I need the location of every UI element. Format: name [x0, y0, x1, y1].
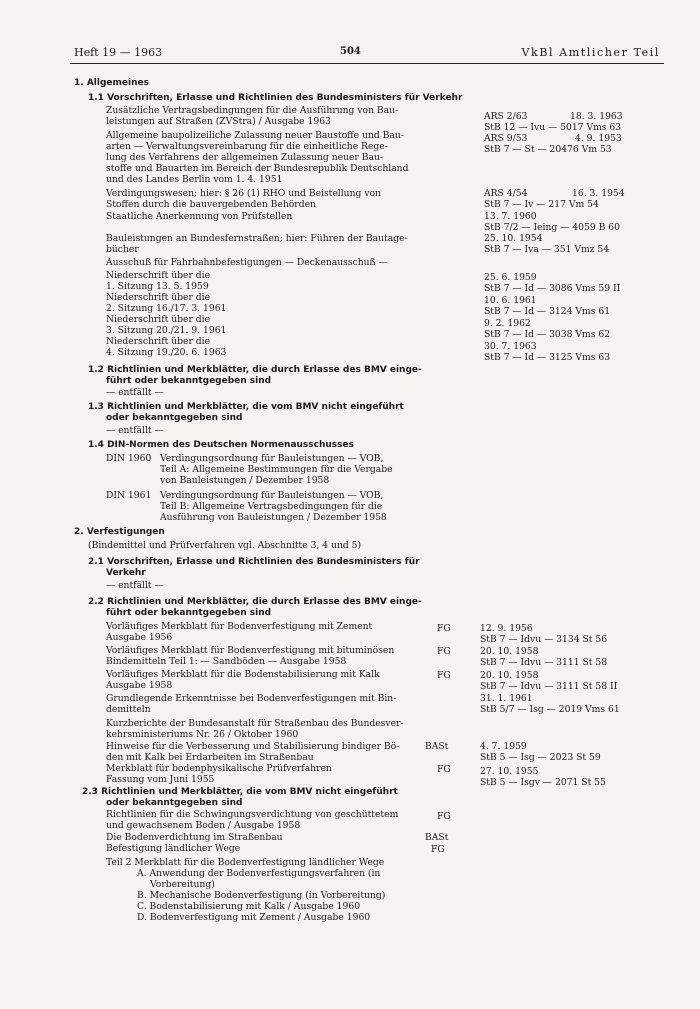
item-bituminoes-line: Bindemitteln Teil 1: — Sandböden — Ausgabe 1958 [106, 656, 347, 667]
din-text-line: Ausführung von Bauleistungen / Dezember 1958 [160, 512, 387, 523]
item-bautagebuch-line: bücher [106, 244, 139, 255]
item-bodenverdichtung: Die Bodenverdichtung im Straßenbau [106, 832, 283, 843]
ref-date: 10. 6. 1961 [484, 295, 537, 306]
section-1-3-title: oder bekanntgegeben sind [106, 413, 243, 423]
ref-number: StB 7 — Idvu — 3134 St 56 [480, 634, 608, 645]
item-zvstra-line: Zusätzliche Vertragsbedingungen für die Ausführung von Bau- [106, 105, 399, 116]
item-zulassung-line: arten — Verwaltungsvereinbarung für die einheitliche Rege- [106, 141, 388, 152]
item-pruefverfahren-line: Fassung vom Juni 1955 [106, 774, 215, 785]
subitem-line: Vorbereitung) [150, 879, 215, 890]
section-2-1-title: 2.1 Vorschriften, Erlasse und Richtlinien des Bundesministers für [88, 557, 420, 567]
item-laendliche-wege: Befestigung ländlicher Wege [106, 843, 241, 854]
section-1-title: 1. Allgemeines [74, 78, 149, 88]
journal-title: VkBl Amtlicher Teil [521, 46, 660, 59]
item-niederschrift-line: Niederschrift über die [106, 270, 211, 281]
din-text-line: von Bauleistungen / Dezember 1958 [160, 475, 330, 486]
item-niederschrift-line: 1. Sitzung 13. 5. 1959 [106, 281, 209, 292]
section-2-2-title: führt oder bekanntgegeben sind [106, 608, 272, 618]
item-niederschrift-line: 2. Sitzung 16./17. 3. 1961 [106, 303, 227, 314]
item-kalk-line: Ausgabe 1958 [106, 680, 173, 691]
section-1-2-title: führt oder bekanntgegeben sind [106, 376, 272, 386]
ref-date: 4. 7. 1959 [480, 741, 527, 752]
source-code: FG [437, 811, 451, 822]
issue-label: Heft 19 — 1963 [74, 46, 163, 59]
entfaellt-note: — entfällt — [106, 425, 164, 436]
ref-date: 9. 2. 1962 [484, 318, 531, 329]
ref-number: StB 7 — Iva — 351 Vmz 54 [484, 244, 610, 255]
ref-number: StB 7 — Idvu — 3111 St 58 [480, 657, 608, 668]
ref-date: 20. 10. 1958 [480, 670, 539, 681]
ref-number: StB 7 — Id — 3086 Vms 59 II [484, 283, 621, 294]
ref-date: 30. 7. 1963 [484, 341, 537, 352]
ref-date: 4. 9. 1953 [575, 133, 622, 144]
source-code: FG [431, 844, 445, 855]
ref-number: StB 7 — Id — 3125 Vms 63 [484, 352, 611, 363]
ref-number: StB 5 — Isg — 2023 St 59 [480, 752, 601, 763]
item-pruefstellen-line: Staatliche Anerkennung von Prüfstellen [106, 211, 293, 222]
item-pruefverfahren-line: Merkblatt für bodenphysikalische Prüfverfahren [106, 763, 332, 774]
din-text-line: Verdingungsordnung für Bauleistungen — VOB, [160, 453, 384, 464]
section-1-3-title: 1.3 Richtlinien und Merkblätter, die vom BMV nicht eingeführt [88, 402, 404, 412]
item-erkenntnisse-line: demitteln [106, 704, 151, 715]
item-zulassung-line: lung des Verfahrens der allgemeinen Zulassung neuer Bau- [106, 152, 383, 163]
item-zvstra-line: leistungen auf Straßen (ZVStra) / Ausgabe 1963 [106, 116, 331, 127]
section-2-1-title: Verkehr [106, 568, 146, 578]
item-verdingung-line: Verdingungswesen; hier: § 26 (1) RHO und Beistellung von [106, 188, 381, 199]
ref-number: StB 5/7 — Isg — 2019 Vms 61 [480, 704, 620, 715]
item-schwingung-line: und gewachsenem Boden / Ausgabe 1958 [106, 820, 301, 831]
ref-date: 25. 6. 1959 [484, 272, 537, 283]
ref-date: 18. 3. 1963 [570, 111, 623, 122]
din-text-line: Verdingungsordnung für Bauleistungen — VOB, [160, 490, 384, 501]
ref-number: ARS 4/54 [484, 188, 528, 199]
ref-number: StB 7 — Id — 3038 Vms 62 [484, 329, 611, 340]
ref-number: StB 7 — Iv — 217 Vm 54 [484, 199, 599, 210]
din-text-line: Teil A: Allgemeine Bestimmungen für die Vergabe [160, 464, 393, 475]
item-bautagebuch-line: Bauleistungen an Bundesfernstraßen; hier: Führen der Bautage- [106, 233, 408, 244]
ref-number: StB 12 — Ivu — 5017 Vms 63 [484, 122, 622, 133]
ref-date: 12. 9. 1956 [480, 623, 533, 634]
subitem-line: C. Bodenstabilisierung mit Kalk / Ausgabe 1960 [137, 901, 361, 912]
section-2-subtitle: (Bindemittel und Prüfverfahren vgl. Abschnitte 3, 4 und 5) [88, 540, 362, 551]
subitem-line: B. Mechanische Bodenverfestigung (in Vorbereitung) [137, 890, 386, 901]
ref-date: 13. 7. 1960 [484, 211, 537, 222]
section-1-2-title: 1.2 Richtlinien und Merkblätter, die durch Erlasse des BMV einge- [88, 365, 422, 375]
subitem-line: A. Anwendung der Bodenverfestigungsverfahren (in [137, 868, 381, 879]
source-code: BASt [425, 832, 449, 843]
ref-date: 31. 1. 1961 [480, 693, 533, 704]
header-rule [70, 63, 664, 64]
ref-date: 27. 10. 1955 [480, 766, 539, 777]
item-deckenausschuss: Ausschuß für Fahrbahnbefestigungen — Deckenausschuß — [106, 257, 388, 268]
item-erkenntnisse-line: Grundlegende Erkenntnisse bei Bodenverfestigungen mit Bin- [106, 693, 397, 704]
item-teil-2: Teil 2 Merkblatt für die Bodenverfestigung ländlicher Wege [106, 857, 385, 868]
din-code: DIN 1961 [106, 490, 152, 501]
item-zement-line: Vorläufiges Merkblatt für Bodenverfestigung mit Zement [106, 621, 373, 632]
entfaellt-note: — entfällt — [106, 580, 164, 591]
item-verdingung-line: Stoffen durch die bauvergebenden Behörden [106, 199, 316, 210]
ref-number: StB 7 — Idvu — 3111 St 58 II [480, 681, 618, 692]
item-kurzberichte-line: kehrsministeriums Nr. 26 / Oktober 1960 [106, 729, 299, 740]
ref-date: 16. 3. 1954 [572, 188, 625, 199]
item-zulassung-line: stoffe und Bauarten im Bereich der Bundesrepublik Deutschland [106, 163, 409, 174]
source-code: BASt [425, 741, 449, 752]
item-niederschrift-line: Niederschrift über die [106, 314, 211, 325]
section-1-4-title: 1.4 DIN-Normen des Deutschen Normenausschusses [88, 440, 354, 450]
item-bituminoes-line: Vorläufiges Merkblatt für Bodenverfestigung mit bituminösen [106, 645, 395, 656]
source-code: FG [437, 670, 451, 681]
section-2-3-title: oder bekanntgegeben sind [106, 798, 243, 808]
ref-number: ARS 2/63 [484, 111, 528, 122]
ref-number: StB 7 — St — 20476 Vm 53 [484, 144, 612, 155]
entfaellt-note: — entfällt — [106, 387, 164, 398]
page-number: 504 [340, 46, 361, 57]
section-2-3-title: 2.3 Richtlinien und Merkblätter, die vom BMV nicht eingeführt [82, 787, 398, 797]
subitem-line: D. Bodenverfestigung mit Zement / Ausgabe 1960 [137, 912, 371, 923]
item-niederschrift-line: 4. Sitzung 19./20. 6. 1963 [106, 347, 227, 358]
source-code: FG [437, 764, 451, 775]
item-hinweise-line: den mit Kalk bei Erdarbeiten im Straßenbau [106, 752, 314, 763]
item-schwingung-line: Richtlinien für die Schwingungsverdichtung von geschüttetem [106, 809, 399, 820]
ref-number: ARS 9/53 [484, 133, 528, 144]
ref-date: 20. 10. 1958 [480, 646, 539, 657]
item-zement-line: Ausgabe 1956 [106, 632, 173, 643]
item-kalk-line: Vorläufiges Merkblatt für die Bodenstabilisierung mit Kalk [106, 669, 380, 680]
section-2-title: 2. Verfestigungen [74, 527, 165, 537]
ref-date: 25. 10. 1954 [484, 233, 543, 244]
din-text-line: Teil B: Allgemeine Vertragsbedingungen für die [160, 501, 383, 512]
item-hinweise-line: Hinweise für die Verbesserung und Stabilisierung bindiger Bö- [106, 741, 400, 752]
item-niederschrift-line: Niederschrift über die [106, 336, 211, 347]
ref-number: StB 7/2 — Ieing — 4059 B 60 [484, 222, 620, 233]
ref-number: StB 7 — Id — 3124 Vms 61 [484, 306, 611, 317]
din-code: DIN 1960 [106, 453, 152, 464]
item-niederschrift-line: Niederschrift über die [106, 292, 211, 303]
section-1-1-title: 1.1 Vorschriften, Erlasse und Richtlinien des Bundesministers für Verkehr [88, 93, 463, 103]
item-zulassung-line: und des Landes Berlin vom 1. 4. 1951 [106, 174, 283, 185]
source-code: FG [437, 646, 451, 657]
item-zulassung-line: Allgemeine baupolizeiliche Zulassung neuer Baustoffe und Bau- [106, 130, 404, 141]
ref-number: StB 5 — Isgv — 2071 St 55 [480, 777, 606, 788]
item-kurzberichte-line: Kurzberichte der Bundesanstalt für Straßenbau des Bundesver- [106, 718, 404, 729]
item-niederschrift-line: 3. Sitzung 20./21. 9. 1961 [106, 325, 227, 336]
section-2-2-title: 2.2 Richtlinien und Merkblätter, die durch Erlasse des BMV einge- [88, 597, 422, 607]
source-code: FG [437, 623, 451, 634]
